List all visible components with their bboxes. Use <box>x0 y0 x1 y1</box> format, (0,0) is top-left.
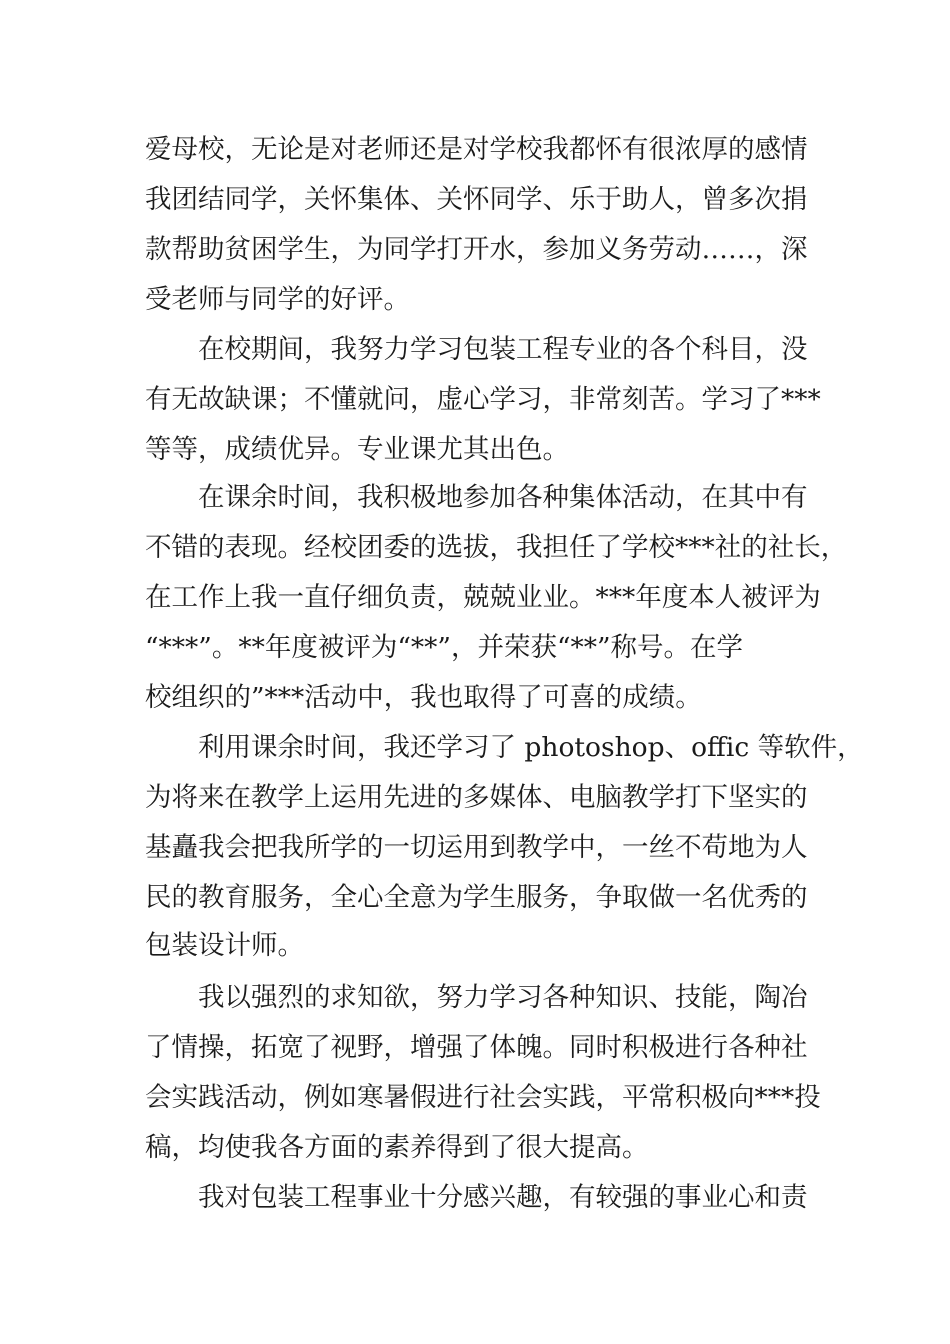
text-line: 有无故缺课；不懂就问，虚心学习，非常刻苦。学习了*** <box>145 384 821 415</box>
text-line: 等等，成绩优异。专业课尤其出色。 <box>145 434 569 465</box>
text-line: 校组织的”***活动中，我也取得了可喜的成绩。 <box>145 682 702 713</box>
text-line: 稿，均使我各方面的素养得到了很大提高。 <box>145 1132 649 1163</box>
text-line: 爱母校，无论是对老师还是对学校我都怀有很浓厚的感情 <box>145 134 808 165</box>
text-line: 会实践活动，例如寒暑假进行社会实践，平常积极向***投 <box>145 1082 821 1113</box>
paragraph-first-line: 利用课余时间，我还学习了 photoshop、offic 等软件， <box>198 732 864 763</box>
text-line: 了情操，拓宽了视野，增强了体魄。同时积极进行各种社 <box>145 1032 808 1063</box>
text-line: 包装设计师。 <box>145 930 304 961</box>
text-line: 基矗我会把我所学的一切运用到教学中，一丝不苟地为人 <box>145 832 808 863</box>
text-line: 在工作上我一直仔细负责，兢兢业业。***年度本人被评为 <box>145 582 821 613</box>
paragraph-first-line: 我对包装工程事业十分感兴趣，有较强的事业心和责 <box>198 1182 808 1213</box>
text-line: 不错的表现。经校团委的选拔，我担任了学校***社的社长， <box>145 532 848 563</box>
text-line: 受老师与同学的好评。 <box>145 284 410 315</box>
text-line: 民的教育服务，全心全意为学生服务，争取做一名优秀的 <box>145 882 808 913</box>
paragraph-first-line: 我以强烈的求知欲，努力学习各种知识、技能，陶冶 <box>198 982 808 1013</box>
paragraph-first-line: 在课余时间，我积极地参加各种集体活动，在其中有 <box>198 482 808 513</box>
text-line: 款帮助贫困学生，为同学打开水，参加义务劳动……，深 <box>145 234 808 265</box>
paragraph-first-line: 在校期间，我努力学习包装工程专业的各个科目，没 <box>198 334 808 365</box>
text-line: “***”。**年度被评为“**”，并荣获“**”称号。在学 <box>145 632 744 663</box>
text-line: 我团结同学，关怀集体、关怀同学、乐于助人，曾多次捐 <box>145 184 808 215</box>
text-line: 为将来在教学上运用先进的多媒体、电脑教学打下坚实的 <box>145 782 808 813</box>
